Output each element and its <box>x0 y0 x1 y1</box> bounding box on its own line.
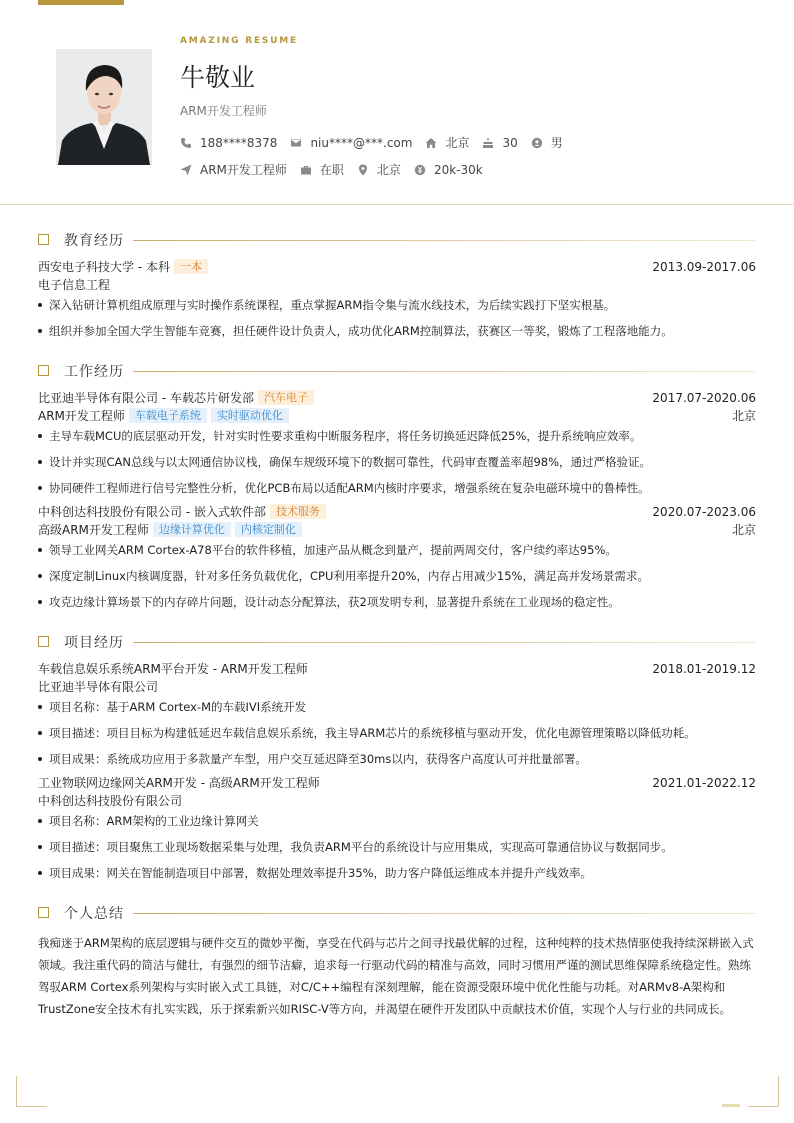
section-line <box>133 913 756 914</box>
work-bullet: 领导工业网关ARM Cortex-A78平台的软件移植，加速产品从概念到量产，提前两周交付，客户续约率达95%。 <box>38 542 756 558</box>
project-bullet: 项目描述：项目聚焦工业现场数据采集与处理，我负责ARM平台的系统设计与应用集成，实现高可靠通信协议与数据同步。 <box>38 839 756 855</box>
work-date: 2020.07-2023.06 <box>652 505 756 519</box>
project-company: 中科创达科技股份有限公司 <box>38 794 183 808</box>
user-circle-icon <box>531 137 543 149</box>
industry-tag: 技术服务 <box>270 504 326 519</box>
age-text: 30 <box>502 135 518 150</box>
project-date: 2021.01-2022.12 <box>652 776 756 790</box>
school-tag: 一本 <box>174 259 208 274</box>
resume-tagline: AMAZING RESUME <box>180 36 298 46</box>
project-date: 2018.01-2019.12 <box>652 662 756 676</box>
section-work <box>38 364 756 378</box>
cake-icon <box>482 137 494 149</box>
work-bullet: 主导车载MCU的底层驱动开发，针对实时性要求重构中断服务程序，将任务切换延迟降低25%，提升系统响应效率。 <box>38 428 756 444</box>
section-title: 工作经历 <box>64 364 124 380</box>
target-city-item <box>357 161 401 178</box>
phone-icon <box>180 137 192 149</box>
email-icon <box>290 137 302 149</box>
email-item <box>290 136 412 150</box>
job-intent-row <box>180 161 496 178</box>
work-subheader <box>38 408 756 424</box>
section-square-icon <box>38 365 49 376</box>
school-name: 西安电子科技大学 - 本科 <box>38 260 170 274</box>
work-header <box>38 504 756 520</box>
target-role-text: ARM开发工程师 <box>200 163 287 177</box>
section-summary <box>38 906 756 920</box>
project-name: 车载信息娱乐系统ARM平台开发 - ARM开发工程师 <box>38 662 308 676</box>
phone-text: 188****8378 <box>200 135 278 150</box>
gender-text: 男 <box>550 136 563 150</box>
section-square-icon <box>38 636 49 647</box>
send-icon <box>180 164 192 176</box>
skill-tag: 车载电子系统 <box>129 408 207 423</box>
corner-decoration <box>748 1076 779 1107</box>
work-company: 比亚迪半导体有限公司 - 车载芯片研发部 <box>38 391 254 405</box>
project-header <box>38 661 756 677</box>
section-title: 项目经历 <box>64 635 124 651</box>
education-date: 2013.09-2017.06 <box>652 260 756 274</box>
project-bullet: 项目成果：系统成功应用于多款量产车型，用户交互延迟降至30ms以内，获得客户高度认可并批量部署。 <box>38 751 756 767</box>
section-square-icon <box>38 907 49 918</box>
section-title: 教育经历 <box>64 233 124 249</box>
location-pin-icon <box>357 164 369 176</box>
money-icon <box>414 164 426 176</box>
work-bullet: 深度定制Linux内核调度器，针对多任务负载优化，CPU利用率提升20%，内存占用减少15%，满足高并发场景需求。 <box>38 568 756 584</box>
work-title: 高级ARM开发工程师 <box>38 523 149 537</box>
work-subheader <box>38 522 756 538</box>
target-city-text: 北京 <box>376 163 401 177</box>
briefcase-icon <box>300 164 312 176</box>
home-icon <box>425 137 437 149</box>
target-role-item <box>180 161 287 178</box>
section-line <box>133 240 756 241</box>
city-text: 北京 <box>445 136 470 150</box>
footer-accent <box>722 1104 740 1107</box>
work-title: ARM开发工程师 <box>38 409 125 423</box>
project-header <box>38 775 756 791</box>
skill-tag: 实时驱动优化 <box>211 408 289 423</box>
top-accent-bar <box>38 0 124 5</box>
age-item <box>482 136 517 150</box>
city-item <box>425 134 469 151</box>
work-date: 2017.07-2020.06 <box>652 391 756 405</box>
education-bullet: 深入钻研计算机组成原理与实时操作系统课程，重点掌握ARM指令集与流水线技术，为后续实践打下坚实根基。 <box>38 297 756 313</box>
phone-item <box>180 136 277 150</box>
profile-photo <box>56 49 152 165</box>
work-bullet: 设计并实现CAN总线与以太网通信协议栈，确保车规级环境下的数据可靠性，代码审查覆盖率超98%，通过严格验证。 <box>38 454 756 470</box>
work-header <box>38 390 756 406</box>
section-square-icon <box>38 234 49 245</box>
education-header <box>38 259 756 275</box>
gender-item <box>531 134 563 151</box>
project-bullet: 项目名称：ARM架构的工业边缘计算网关 <box>38 813 756 829</box>
education-bullet: 组织并参加全国大学生智能车竞赛，担任硬件设计负责人，成功优化ARM控制算法，获赛区一等奖，锻炼了工程落地能力。 <box>38 323 756 339</box>
candidate-role: ARM开发工程师 <box>180 104 267 118</box>
work-location: 北京 <box>731 523 756 537</box>
project-bullet: 项目成果：网关在智能制造项目中部署，数据处理效率提升35%，助力客户降低运维成本并提升产线效率。 <box>38 865 756 881</box>
email-text: niu****@***.com <box>310 135 413 150</box>
work-location: 北京 <box>731 409 756 423</box>
education-major: 电子信息工程 <box>38 278 111 292</box>
candidate-name: 牛敬业 <box>180 63 256 92</box>
section-education <box>38 233 756 247</box>
section-title: 个人总结 <box>64 906 124 922</box>
section-line <box>133 642 756 643</box>
project-bullet: 项目描述：项目目标为构建低延迟车载信息娱乐系统，我主导ARM芯片的系统移植与驱动开发，优化电源管理策略以降低功耗。 <box>38 725 756 741</box>
skill-tag: 边缘计算优化 <box>153 522 231 537</box>
section-line <box>133 371 756 372</box>
status-item <box>300 161 344 178</box>
work-bullet: 攻克边缘计算场景下的内存碎片问题，设计动态分配算法，获2项发明专利，显著提升系统在工业现场的稳定性。 <box>38 594 756 610</box>
contact-row <box>180 134 576 151</box>
work-bullet: 协同硬件工程师进行信号完整性分析，优化PCB布局以适配ARM内核时序要求，增强系统在复杂电磁环境中的鲁棒性。 <box>38 480 756 496</box>
work-company: 中科创达科技股份有限公司 - 嵌入式软件部 <box>38 505 266 519</box>
corner-decoration <box>16 1076 47 1107</box>
project-name: 工业物联网边缘网关ARM开发 - 高级ARM开发工程师 <box>38 776 320 790</box>
salary-text: 20k-30k <box>433 162 483 177</box>
status-text: 在职 <box>319 163 344 177</box>
skill-tag: 内核定制化 <box>235 522 302 537</box>
salary-item <box>414 163 483 177</box>
header-divider <box>0 204 794 205</box>
section-projects <box>38 635 756 649</box>
project-bullet: 项目名称：基于ARM Cortex-M的车载IVI系统开发 <box>38 699 756 715</box>
project-company: 比亚迪半导体有限公司 <box>38 680 159 694</box>
industry-tag: 汽车电子 <box>258 390 314 405</box>
summary-text: 我痴迷于ARM架构的底层逻辑与硬件交互的微妙平衡，享受在代码与芯片之间寻找最优解的过程，这种纯粹的技术热情驱使我持续深耕嵌入式领域。我注重代码的简洁与健壮，有强烈的细节洁癖，追求每一行驱动代码的精准与高效，同时习惯用严谨的测试思维保障系统稳定性。熟练驾驭ARM Cortex系列架构与实时嵌入式工具链，对C/C++编程有深刻理解，能在资源受限环境中优化性能与功耗。对ARMv8-A架构和TrustZone安全技术有扎实实践，乐于探索新兴如RISC-V等方向，并渴望在硬件开发团队中贡献技术价值，实现个人与行业的共同成长。 <box>38 936 754 1016</box>
